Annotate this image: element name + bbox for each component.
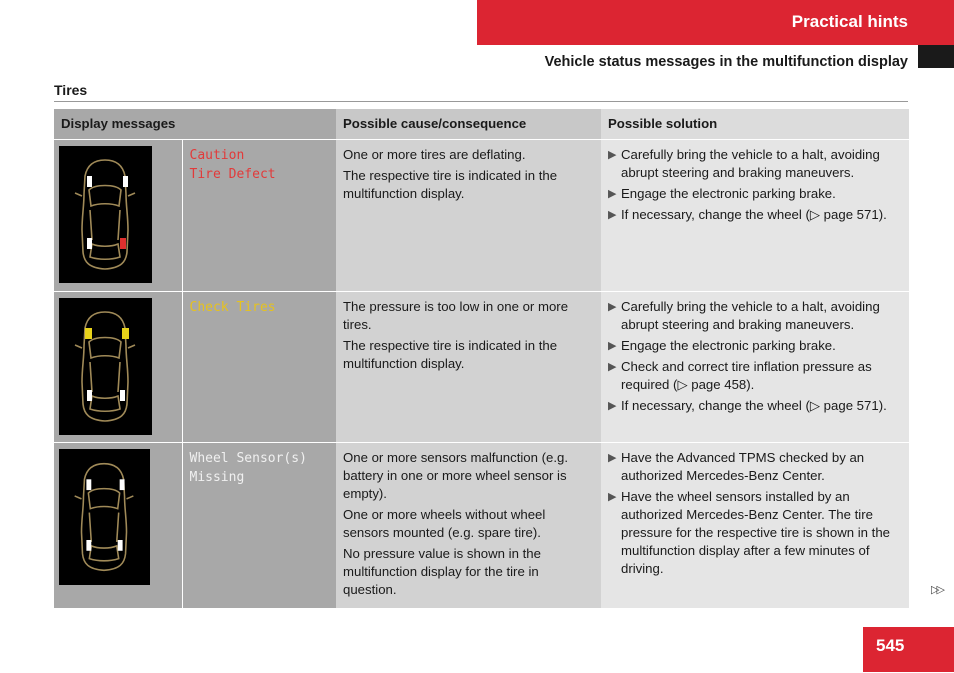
- bullet-triangle-icon: ▶: [608, 209, 617, 221]
- bullet-triangle-icon: ▶: [608, 188, 617, 200]
- message-line: Check Tires: [189, 300, 276, 315]
- cause-text: One or more sensors malfunction (e.g. battery in one or more wheel sensor is empty).: [343, 450, 569, 501]
- list-item: ▶ Carefully bring the vehicle to a halt, avoiding abrupt steering and braking maneuvers.: [608, 147, 880, 180]
- tire-front-left: [85, 328, 92, 339]
- header-possible-solution: Possible solution: [601, 109, 909, 140]
- message-line: Caution: [189, 148, 245, 163]
- solution-cell: [601, 292, 909, 443]
- list-item: ▶ Carefully bring the vehicle to a halt, avoiding abrupt steering and braking maneuvers.: [608, 299, 880, 332]
- list-item: ▶ If necessary, change the wheel (▷ page 571).: [608, 207, 887, 222]
- header-possible-cause: Possible cause/consequence: [336, 109, 601, 140]
- display-message-cell: [182, 292, 336, 443]
- bullet-triangle-icon: ▶: [608, 400, 617, 412]
- tire-rear-left: [86, 540, 91, 551]
- list-item: ▶ Engage the electronic parking brake.: [608, 186, 836, 201]
- cause-text: The respective tire is indicated in the multifunction display.: [343, 168, 558, 201]
- car-top-view-icon: [59, 298, 152, 435]
- bullet-triangle-icon: ▶: [608, 452, 617, 464]
- bullet-triangle-icon: ▶: [608, 491, 617, 503]
- page-number-box: [863, 627, 954, 672]
- cause-text: No pressure value is shown in the multifunction display for the tire in question.: [343, 546, 541, 597]
- table-row: [54, 140, 909, 292]
- display-image-cell: [54, 292, 182, 443]
- tire-rear-left: [87, 238, 92, 249]
- list-item: ▶ Check and correct tire inflation pressure as required (▷ page 458).: [608, 359, 872, 392]
- bullet-triangle-icon: ▶: [608, 361, 617, 373]
- tire-front-right: [120, 479, 125, 490]
- black-tab-marker: [918, 45, 954, 68]
- list-item: ▶ Have the wheel sensors installed by an authorized Mercedes-Benz Center. The tire pressure for the respective tire is shown in the multifunction display after a few minutes of driving.: [608, 489, 891, 576]
- list-item: ▶ Have the Advanced TPMS checked by an authorized Mercedes-Benz Center.: [608, 450, 865, 483]
- section-label-tires: Tires: [54, 82, 88, 98]
- table-row: [54, 443, 909, 609]
- tire-front-left: [87, 176, 92, 187]
- cause-text: The respective tire is indicated in the multifunction display.: [343, 338, 558, 371]
- section-title: Practical hints: [791, 12, 908, 31]
- cause-cell: [336, 443, 601, 609]
- table-row: [54, 292, 909, 443]
- tire-front-left: [86, 479, 91, 490]
- continue-arrows-icon: ▷▷: [931, 584, 942, 596]
- table-header-row: [54, 109, 909, 140]
- display-message-cell: [182, 443, 336, 609]
- tire-rear-right: [120, 238, 126, 249]
- car-top-view-icon: [59, 449, 150, 585]
- page-subtitle: Vehicle status messages in the multifunction display: [544, 54, 908, 70]
- cause-text: The pressure is too low in one or more tires.: [343, 299, 569, 332]
- status-message-table: [54, 109, 909, 608]
- bullet-triangle-icon: ▶: [608, 340, 617, 352]
- page-number: 545: [876, 636, 905, 655]
- tire-front-right: [122, 328, 129, 339]
- display-image-cell: [54, 443, 182, 609]
- list-item: ▶ Engage the electronic parking brake.: [608, 338, 836, 353]
- section-divider: [54, 101, 908, 102]
- list-item: ▶ If necessary, change the wheel (▷ page 571).: [608, 398, 887, 413]
- cause-text: One or more wheels without wheel sensors mounted (e.g. spare tire).: [343, 507, 546, 540]
- display-image-cell: [54, 140, 182, 292]
- solution-cell: [601, 443, 909, 609]
- message-line: Tire Defect: [189, 167, 276, 182]
- tire-rear-left: [87, 390, 92, 401]
- solution-cell: [601, 140, 909, 292]
- bullet-triangle-icon: ▶: [608, 301, 617, 313]
- cause-cell: [336, 140, 601, 292]
- tire-rear-right: [120, 390, 125, 401]
- message-line: Wheel Sensor(s): [189, 451, 307, 466]
- tire-front-right: [123, 176, 128, 187]
- message-line: Missing: [189, 470, 245, 485]
- car-top-view-icon: [59, 146, 152, 283]
- tire-rear-right: [118, 540, 123, 551]
- display-message-cell: [182, 140, 336, 292]
- cause-text: One or more tires are deflating.: [343, 147, 526, 162]
- header-display-messages: Display messages: [54, 109, 336, 140]
- bullet-triangle-icon: ▶: [608, 149, 617, 161]
- header-bar: [477, 0, 954, 45]
- cause-cell: [336, 292, 601, 443]
